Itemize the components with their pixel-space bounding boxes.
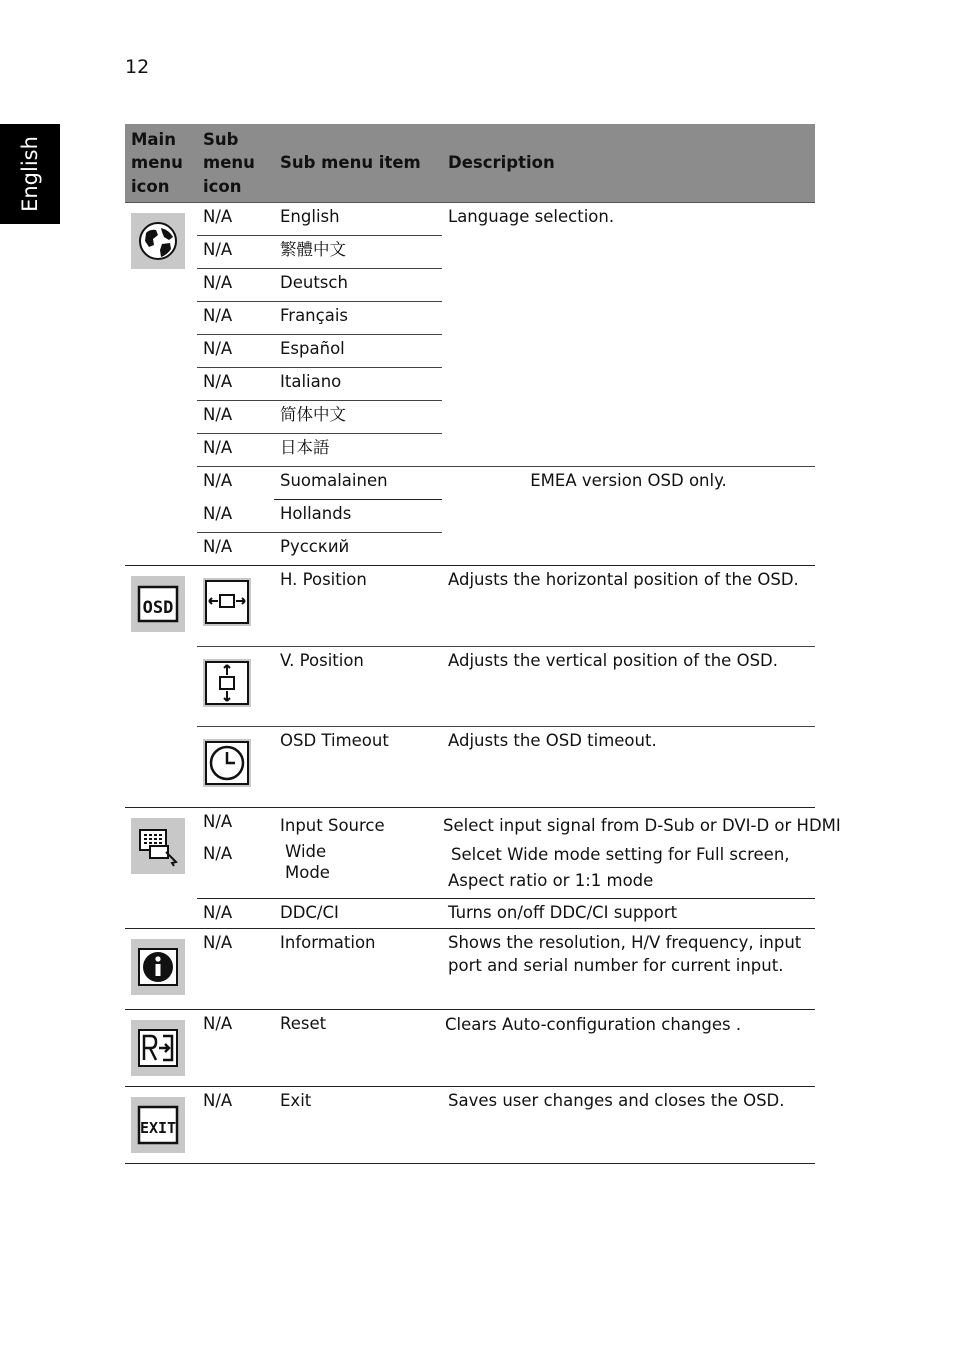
sub-icon-na: N/A — [197, 368, 274, 401]
reset-item: Reset — [274, 1009, 442, 1086]
sub-icon-na: N/A — [197, 1009, 274, 1086]
table-row — [125, 1086, 815, 1163]
sub-icon-na: N/A — [197, 335, 274, 368]
osd-menu-table — [125, 124, 841, 1164]
table-row — [125, 566, 815, 647]
wide-mode-description-line1: Selcet Wide mode setting for Full screen, — [451, 845, 790, 865]
table-row — [125, 898, 815, 928]
clock-icon — [203, 739, 251, 787]
language-simplified-chinese: 简体中文 — [274, 401, 442, 434]
v-position-icon — [203, 659, 251, 707]
ddc-ci-description: Turns on/off DDC/CI support — [442, 898, 815, 928]
h-position-icon — [203, 578, 251, 626]
sub-icon-na: N/A — [197, 236, 274, 269]
information-description: Shows the resolution, H/V frequency, input port and serial number for current input. — [442, 928, 815, 1009]
svg-text:EXIT: EXIT — [139, 1118, 177, 1137]
sub-icon-na: N/A — [203, 812, 233, 831]
sub-icon-na: N/A — [197, 269, 274, 302]
h-position-description: Adjusts the horizontal position of the OSD. — [442, 566, 815, 647]
input-source-item: Input Source — [280, 816, 385, 835]
exit-icon — [131, 1097, 185, 1153]
language-russian: Русский — [274, 533, 442, 566]
reset-icon — [131, 1020, 185, 1076]
language-traditional-chinese: 繁體中文 — [274, 236, 442, 269]
language-selection-description: Language selection. — [442, 203, 815, 467]
language-francais: Français — [274, 302, 442, 335]
sub-icon-na: N/A — [197, 401, 274, 434]
sub-icon-na: N/A — [197, 928, 274, 1009]
sub-icon-na: N/A — [197, 898, 274, 928]
exit-description: Saves user changes and closes the OSD. — [442, 1086, 815, 1163]
wide-mode-item-line1: Wide — [285, 842, 327, 862]
reset-description: Clears Auto-configuration changes . — [442, 1009, 815, 1086]
input-source-description: Select input signal from D-Sub or DVI-D or HDMI — [443, 816, 841, 835]
wide-mode-description-line2: Aspect ratio or 1:1 mode — [448, 871, 654, 891]
header-description: Description — [442, 124, 815, 203]
table-row — [125, 928, 815, 1009]
sub-icon-na: N/A — [197, 434, 274, 467]
language-italiano: Italiano — [274, 368, 442, 401]
v-position-item: V. Position — [274, 647, 442, 727]
sub-icon-na: N/A — [197, 203, 274, 236]
page-number: 12 — [125, 56, 150, 78]
language-suomalainen: Suomalainen — [274, 467, 442, 500]
sub-icon-na: N/A — [197, 533, 274, 566]
v-position-description: Adjusts the vertical position of the OSD. — [442, 647, 815, 727]
table-row — [125, 1009, 815, 1086]
exit-item: Exit — [274, 1086, 442, 1163]
header-main-icon: Main menu icon — [125, 124, 197, 203]
wide-mode-item-line2: Mode — [285, 862, 330, 882]
language-side-tab — [0, 124, 60, 224]
sub-icon-na: N/A — [197, 302, 274, 335]
osd-timeout-item: OSD Timeout — [274, 727, 442, 808]
language-deutsch: Deutsch — [274, 269, 442, 302]
table-row — [125, 647, 815, 727]
info-icon — [131, 939, 185, 995]
sub-icon-na: N/A — [197, 1086, 274, 1163]
information-item: Information — [274, 928, 442, 1009]
language-espanol: Español — [274, 335, 442, 368]
sub-icon-na: N/A — [197, 840, 274, 898]
svg-text:OSD: OSD — [142, 598, 174, 618]
emea-description: EMEA version OSD only. — [442, 467, 815, 566]
ddc-ci-item: DDC/CI — [274, 898, 442, 928]
sub-icon-na: N/A — [197, 500, 274, 533]
h-position-item: H. Position — [274, 566, 442, 647]
osd-icon — [131, 576, 185, 632]
table-row — [125, 840, 815, 898]
input-settings-icon — [131, 818, 185, 874]
header-sub-icon: Sub menu icon — [197, 124, 274, 203]
header-item: Sub menu item — [274, 124, 442, 203]
language-japanese: 日本語 — [274, 434, 442, 467]
table-row — [125, 203, 815, 236]
table-row — [125, 808, 815, 841]
language-hollands: Hollands — [274, 500, 442, 533]
table-row — [125, 727, 815, 808]
sub-icon-na: N/A — [203, 471, 233, 490]
language-english: English — [274, 203, 442, 236]
table-row — [125, 467, 815, 500]
table-header-row — [125, 124, 815, 203]
side-tab-label: English — [18, 136, 43, 212]
osd-timeout-description: Adjusts the OSD timeout. — [442, 727, 815, 808]
globe-icon — [131, 213, 185, 269]
